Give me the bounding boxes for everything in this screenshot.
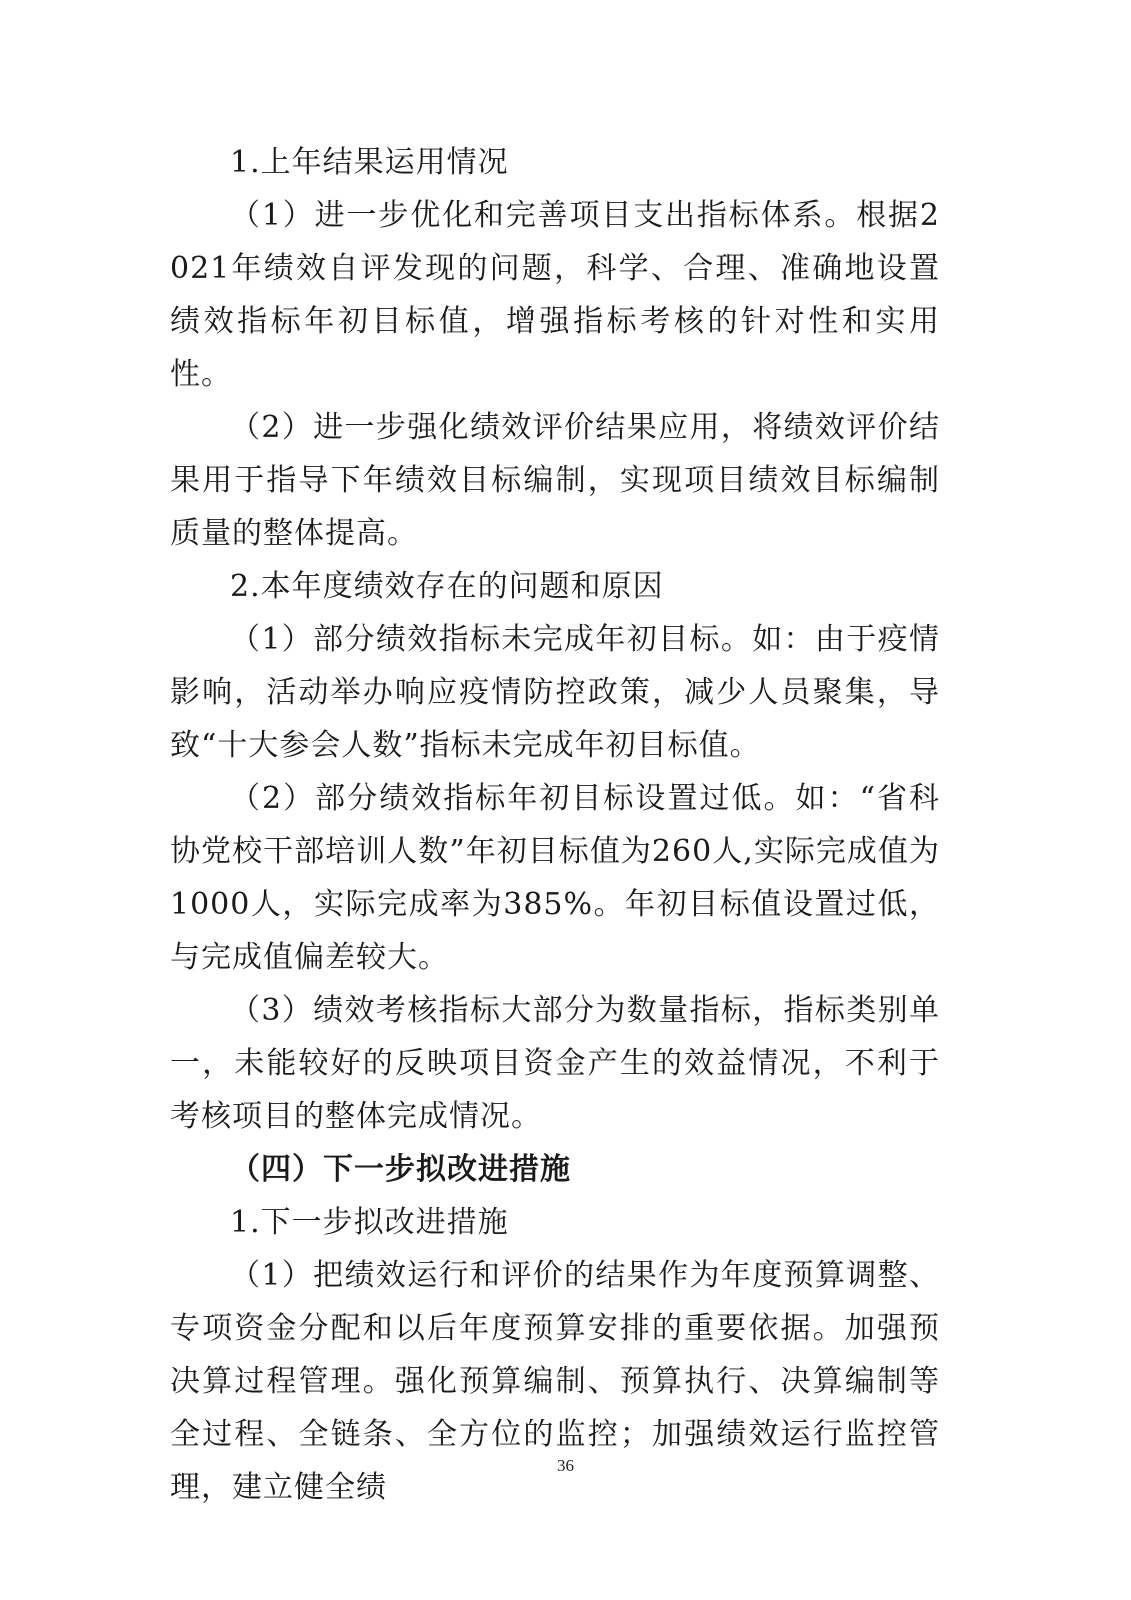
subheading-prior-year-results: 1.上年结果运用情况 bbox=[230, 145, 509, 180]
subheading-current-year-problems: 2.本年度绩效存在的问题和原因 bbox=[230, 569, 664, 604]
paragraph-targets-not-met: （1）部分绩效指标未完成年初目标。如：由于疫情影响，活动举办响应疫情防控政策，减少人员聚集，导致“十大参会人数”指标未完成年初目标值。 bbox=[170, 622, 940, 763]
paragraph-targets-set-too-low: （2）部分绩效指标年初目标设置过低。如：“省科协党校干部培训人数”年初目标值为260人,实际完成值为1000人，实际完成率为385%。年初目标值设置过低，与完成值偏差较大。 bbox=[170, 781, 940, 975]
paragraph-use-evaluation-results: （1）把绩效运行和评价的结果作为年度预算调整、专项资金分配和以后年度预算安排的重要依据。加强预决算过程管理。强化预算编制、预算执行、决算编制等全过程、全链条、全方位的监控；加强绩效运行监控管理，建立健全绩 bbox=[170, 1258, 940, 1505]
paragraph-optimize-indicator-system: （1）进一步优化和完善项目支出指标体系。根据2021年绩效自评发现的问题，科学、合理、准确地设置绩效指标年初目标值，增强指标考核的针对性和实用性。 bbox=[170, 198, 940, 392]
document-body bbox=[170, 136, 940, 1514]
paragraph-strengthen-evaluation-application: （2）进一步强化绩效评价结果应用，将绩效评价结果用于指导下年绩效目标编制，实现项目绩效目标编制质量的整体提高。 bbox=[170, 410, 940, 551]
subheading-next-step-measures: 1.下一步拟改进措施 bbox=[230, 1205, 509, 1240]
section-heading-improvement-measures: （四）下一步拟改进措施 bbox=[230, 1152, 571, 1187]
page-number: 36 bbox=[557, 1456, 574, 1475]
paragraph-quantity-indicators: （3）绩效考核指标大部分为数量指标，指标类别单一，未能较好的反映项目资金产生的效益情况，不利于考核项目的整体完成情况。 bbox=[170, 993, 940, 1134]
